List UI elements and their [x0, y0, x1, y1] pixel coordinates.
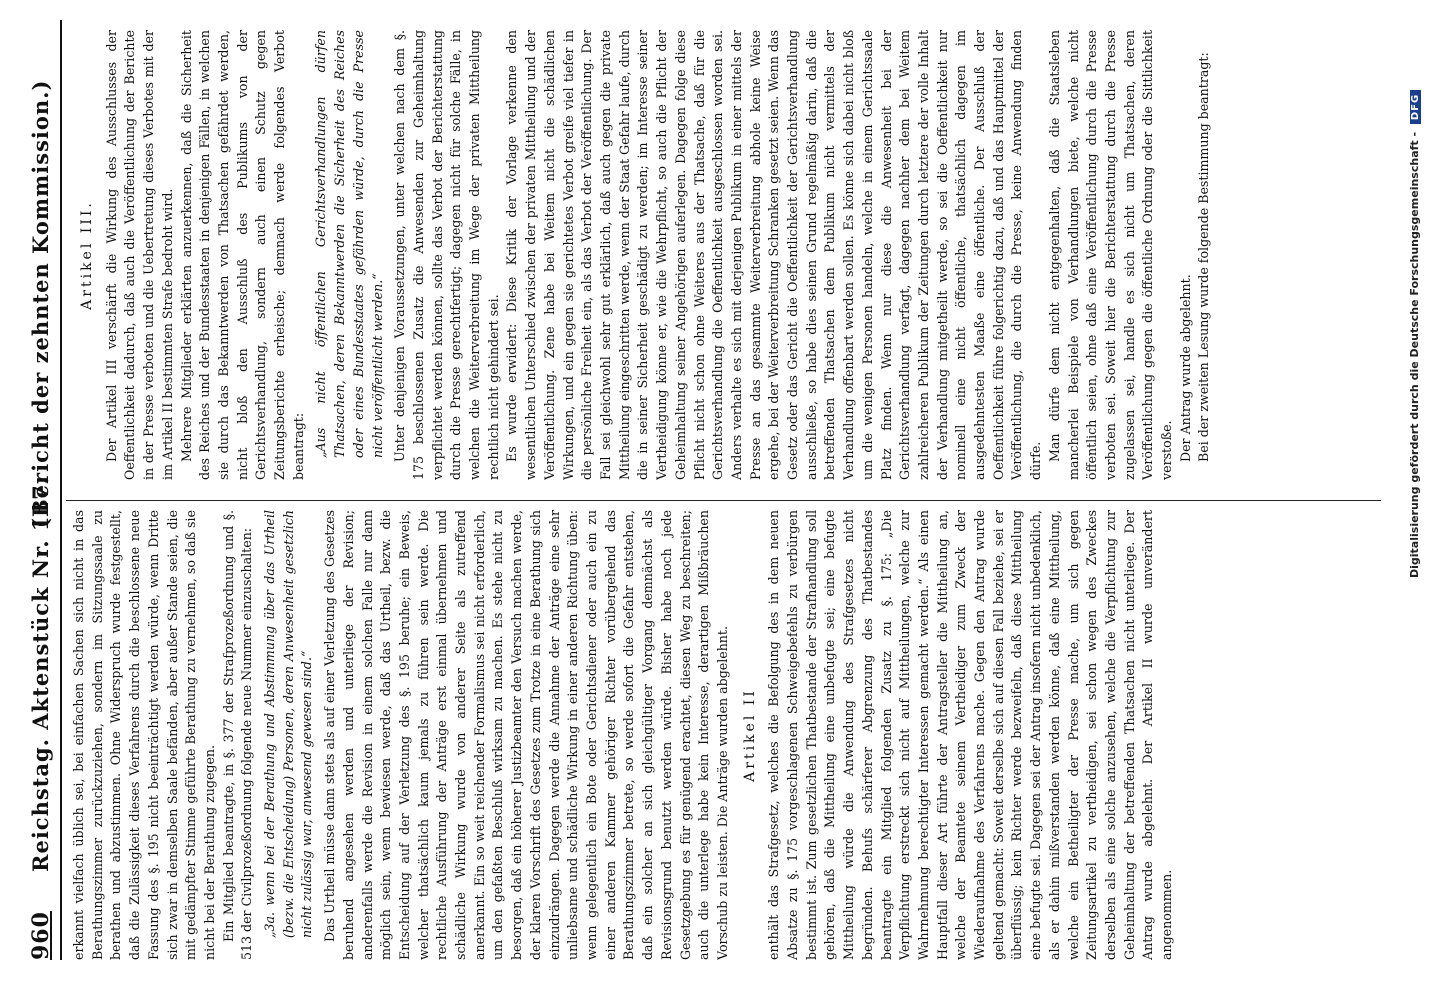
side-imprint	[1408, 18, 1428, 578]
paragraph: Bei der zweiten Lesung wurde folgende Bestimmung beantragt:	[1196, 52, 1212, 462]
paragraph: Man dürfe dem nicht entgegenhalten, daß die Staatsleben mancherlei Beispiele von Verhandlungen biete, welche nicht öffentlich seien, ohne daß eine Veröffentlichung durch die Presse verboten sei. Soweit hier die Berichterstattung durch die Presse zugelassen sei, handle es sich nicht um Thatsachen, deren Veröffentlichung gegen die öffentliche Ordnung oder die Sittlichkeit verstoße.	[1046, 30, 1175, 480]
article-heading: Artikel III.	[79, 200, 95, 310]
imprint-text: Digitalisierung gefördert durch die Deutsche Forschungsgemeinschaft -	[1408, 131, 1421, 578]
paragraph: Das Urtheil müsse dann stets als auf einer Verletzung des Gesetzes beruhend angesehen werden und unterliege der Revision; anderenfalls werde die Revision in einem solchen Falle nur dann möglich sein, wenn bewiesen werde, daß das Urtheil, bezw. die Entscheidung auf der Verletzung des §. 195 beruhe; ein Beweis, welcher thatsächlich kaum jemals zu führen sein werde. Die rechtliche Ausführung der Anträge erst einmal übernehmen und schädliche Wirkung wurde von anderer Seite als zutreffend anerkannt. Ein so weit reichender Formalismus sei nicht erforderlich, um den gefaßten Beschluß wirksam zu machen. Es stehe nicht zu besorgen, daß ein höherer Justizbeamter den Versuch machen werde, der klaren Vorschrift des Gesetzes zum Trotze in eine Berathung sich einzudrängen. Dagegen werde die Annahme der Anträge eine sehr unliebsame und schädliche Wirkung in einer anderen Richtung üben: wenn gelegentlich ein Bote oder Gerichtsdiener oder auch ein zu einer anderen Kammer gehöriger Richter vorübergehend das Berathungszimmer betrete, so werde sofort die Gefahr entstehen, daß ein solcher an sich gleichgültiger Vorgang demnächst als Revisionsgrund benutzt werden würde. Bisher habe noch jede Gesetzgebung es für genügend erachtet, diesen Weg zu beschreiten; auch die unterlege habe kein Interesse, derartigen Mißbräuchen Vorschub zu leisten. Die Anträge wurden abgelehnt.	[322, 510, 730, 960]
running-title-left: Reichstag. Aktenstück Nr. 117.	[28, 476, 53, 872]
column-divider	[66, 500, 1381, 501]
header-rule	[60, 20, 62, 960]
running-title-right: (Bericht der zehnten Kommission.)	[28, 79, 53, 528]
dfg-logo: DFG	[1410, 90, 1421, 124]
page-header	[22, 20, 64, 960]
right-column	[70, 30, 1380, 480]
left-column	[70, 510, 1380, 960]
paragraph: Der Artikel III verschärft die Wirkung des Ausschlusses der Oeffentlichkeit dadurch, daß auch die Veröffentlichung der Berichte in der Presse verboten und die Uebertretung dieses Verbotes mit der im Artikel II bestimmten Strafe bedroht wird.	[103, 30, 175, 480]
paragraph: Es wurde erwidert: Diese Kritik der Vorlage verkenne den wesentlichen Unterschied zwischen der privaten Mittheilung und der Veröffentlichung. Zene habe bei Weitem nicht die schädlichen Wirkungen, und ein gegen sie gerichtetes Verbot greife viel tiefer in die persönliche Freiheit ein, als das Verbot der Veröffentlichung. Der Fall sei gleichwohl sehr gut erklärlich, daß auch gegen die private Mittheilung eingeschritten werde, wenn der Staat Gefahr laufe, durch die in seiner Sicherheit geschädigt zu werden; im Interesse seiner Vertheidigung könne er, wie die Wehrpflicht, so auch die Pflicht der Geheimhaltung seiner Angehörigen auferlegen. Dagegen folge diese Pflicht nicht schon ohne Weiteres aus der Thatsache, daß für die Gerichtsverhandlung die Oeffentlichkeit ausgeschlossen worden sei. Anders verhalte es sich mit derjenigen Publikum in einer mittels der Presse an das gesammte Weiterverbreitung abhole keine Weise ergehe, bei der Weiterverbreitung Schranken gesetzt seien. Wenn das Gesetz oder das Gericht die Oeffentlichkeit der Gerichtsverhandlung ausschließe, so habe dies seinen Grund regelmäßig darin, daß die betreffenden Thatsachen dem Publikum nicht vermittels der Verhandlung offenbart werden sollen. Es könne sich dabei nicht bloß um die wenigen Personen handeln, welche in einem Gerichtssaale Platz finden. Wenn nur diese die Anwesenheit bei der Gerichtsverhandlung verfagt, dagegen nachher dem bei Weitem zahlreicheren Publikum der Zeitungen durch letztere der volle Inhalt der Verhandlung mitgetheilt werde, so sei die Oeffentlichkeit nur nominell eine nicht öffentliche, thatsächlich dagegen im ausgedehntesten Maaße eine öffentliche. Der Ausschluß der Oeffentlichkeit führe folgerichtig dazu, daß und das Hauptmittel der Veröffentlichung, die durch die Presse, keine Anwendung finden dürfe.	[504, 30, 1044, 480]
paragraph: Ein Mitglied beantragte, in §. 377 der Strafprozeßordnung und §. 513 der Civilprozeßordnung folgende neue Nummer einzuschalten:	[220, 510, 255, 960]
paragraph: enthält das Strafgesetz, welches die Befolgung des in dem neuen Absatze zu §. 175 vorgeschlagenen Schweigebefehls zu verbürgen bestimmt ist. Zum gesetzlichen Thatbestande der Strafhandlung soll gehören, daß die Mittheilung eine unbefugte sei; eine befugte Mittheilung würde die Anwendung des Strafgesetzes nicht begründen. Behufs schärferer Abgrenzung des Thatbestandes beantragte ein Mitglied folgenden Zusatz zu §. 175: „Die Verpflichtung erstreckt sich nicht auf Mittheilungen, welche zur Wahrnehmung berechtigter Interessen gemacht werden.“ Als einen Hauptfall dieser Art führte der Antragsteller die Mittheilung an, welche der Beamtete seinem Vertheidiger zum Zweck der Wiederaufnahme des Verfahrens mache. Gegen den Antrag wurde geltend gemacht: Soweit derselbe sich auf diesen Fall beziehe, sei er überflüssig; kein Richter werde bezweifeln, daß diese Mittheilung eine befugte sei. Dagegen sei der Antrag insofern nicht unbedenklich, als er dahin mißverstanden werden könne, daß eine Mittheilung, welche ein Betheiligter der Presse mache, um sich gegen Zeitungsartikel zu vertheidigen, sei schon wegen des Zweckes derselben als eine solche anzusehen, welche die Verpflichtung zur Geheimhaltung der betreffenden Thatsachen nicht unterliege. Der Antrag wurde abgelehnt. Der Artikel II wurde unverändert angenommen.	[766, 510, 1175, 960]
page-number: 960	[28, 911, 54, 960]
paragraph: erkannt vielfach üblich sei, bei einfachen Sachen sich nicht in das Berathungszimmer zurückzuziehen, sondern im Sitzungssaale zu berathen und abzustimmen. Ohne Widerspruch wurde festgestellt, daß die Zulässigkeit dieses Verfahrens durch die beschlossene neue Fassung des §. 195 nicht beeinträchtigt werden würde, wenn Dritte sich zwar in demselben Saale befänden, aber außer Stande seien, die mit gedämpfter Stimme geführte Berathung zu vernehmen, so daß sie nicht bei der Berathung zugegen.	[71, 510, 217, 960]
quoted-proposal: „3a. wenn bei der Berathung und Abstimmung über das Urtheil (bezw. die Entscheidung) Personen, deren Anwesenheit gesetzlich nicht zulässig war, anwesend gewesen sind.“	[262, 510, 315, 938]
article-heading: Artikel II	[741, 688, 758, 782]
paragraph: Mehrere Mitglieder erklärten anzuerkennen, daß die Sicherheit des Reiches und der Bundesstaaten in denjenigen Fällen, in welchen sie durch das Bekanntwerden von Thatsachen gefährdet werden, nicht bloß den Ausschluß des Publikums von der Gerichtsverhandlung, sondern auch einen Schutz gegen Zeitungsberichte erheische; demnach werde folgendes Verbot beantragt:	[178, 30, 306, 480]
quoted-proposal: „Aus nicht öffentlichen Gerichtsverhandlungen dürfen Thatsachen, deren Bekanntwerden die Sicherheit des Reiches oder eines Bundesstaates gefährden würde, durch die Presse nicht veröffentlicht werden.“	[313, 30, 385, 458]
paragraph: Der Antrag wurde abgelehnt.	[1177, 274, 1193, 462]
paragraph: Unter denjenigen Voraussetzungen, unter welchen nach dem §. 175 beschlossenen Zusatz die Anwesenden zur Geheimhaltung verpflichtet werden können, sollte das Verbot der Berichterstattung durch die Presse gerechtfertigt; dagegen nicht für solche Fälle, in welchen die Weiterverbreitung im Wege der privaten Mittheilung rechtlich nicht gehindert sei.	[392, 30, 501, 480]
